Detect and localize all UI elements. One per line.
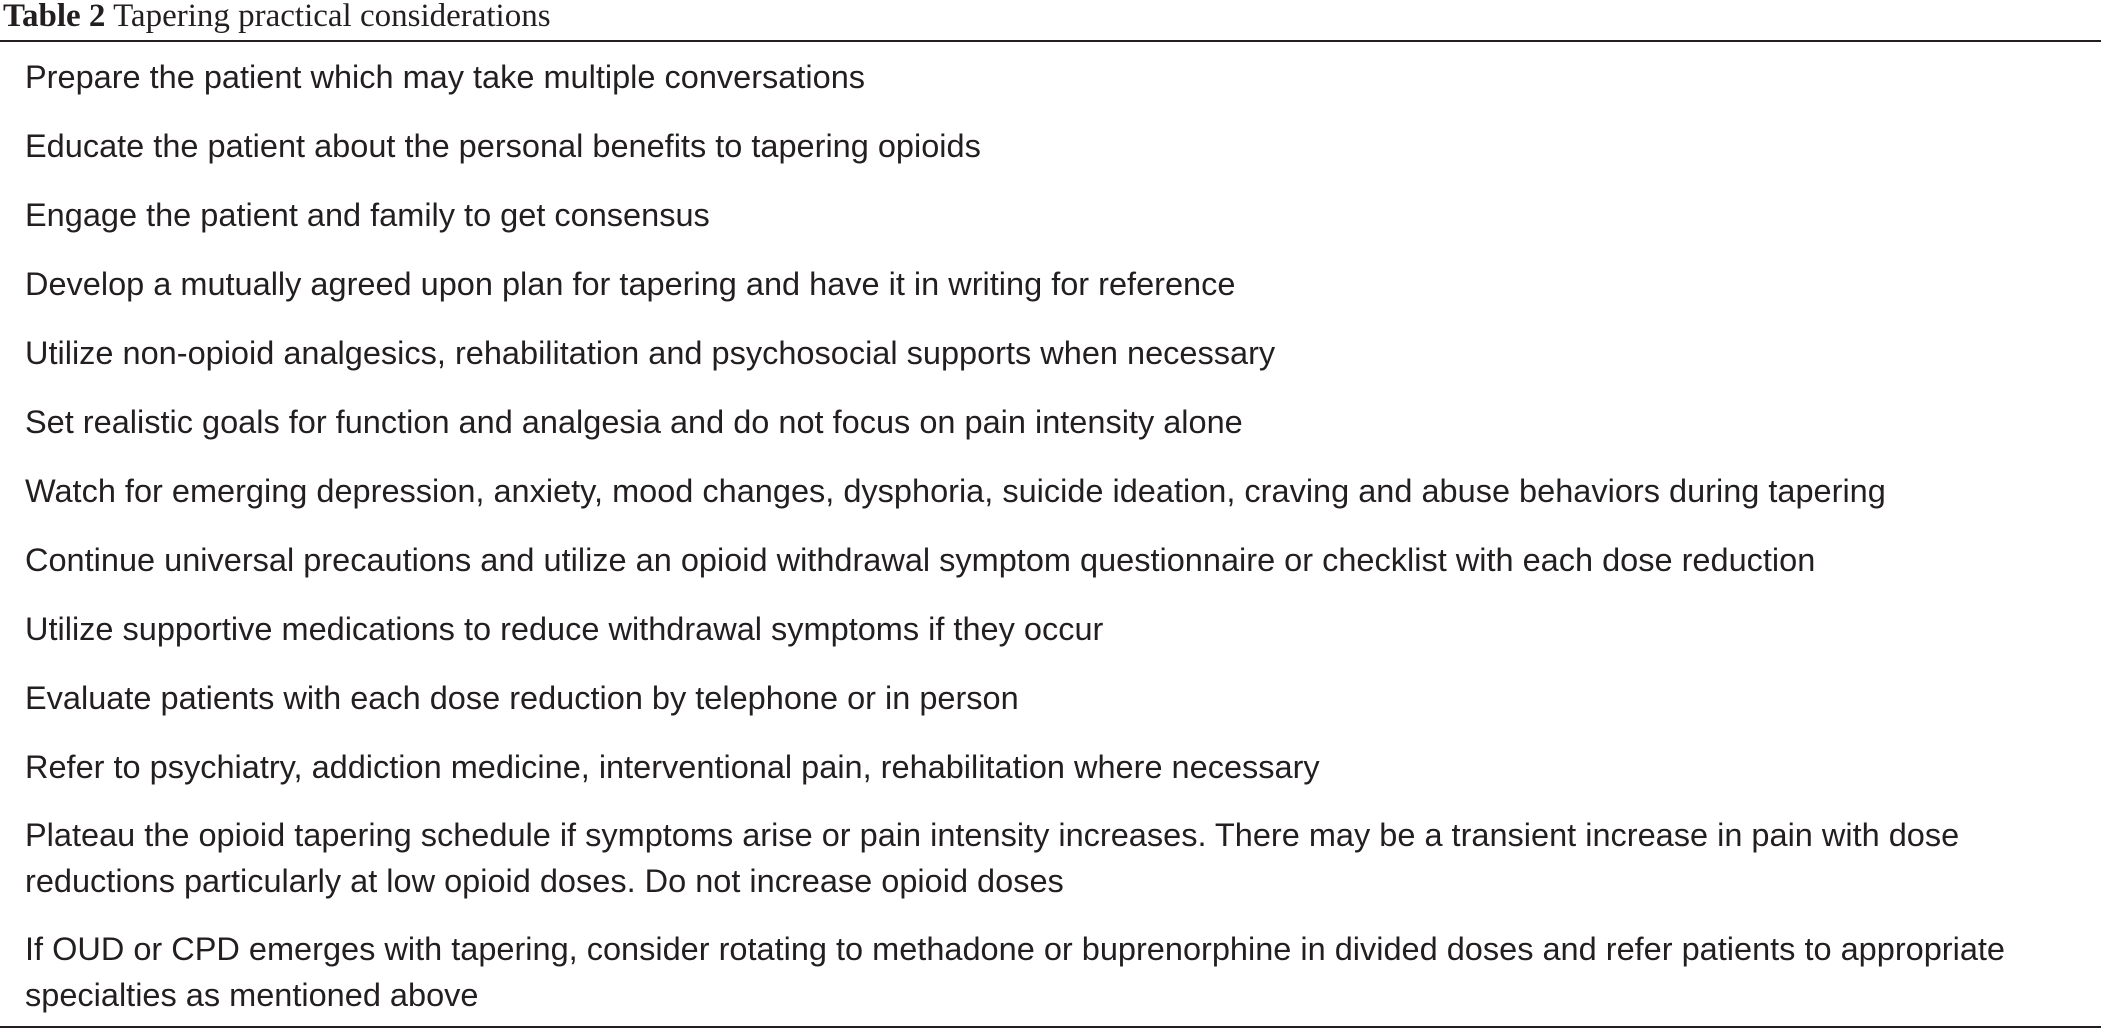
table-row [25, 663, 2095, 732]
table-cell: Evaluate patients with each dose reduction by telephone or in person [25, 679, 1019, 716]
table-row [25, 42, 2095, 111]
table-title: Tapering practical considerations [113, 0, 551, 34]
table-row [25, 456, 2095, 525]
table-row [25, 525, 2095, 594]
table-body [25, 42, 2095, 1029]
table-row [25, 111, 2095, 180]
table-row [25, 594, 2095, 663]
table-row [25, 249, 2095, 318]
table-row [25, 180, 2095, 249]
table-cell: Plateau the opioid tapering schedule if symptoms arise or pain intensity increases. There may be a transient increase in pain with dose reductions particularly at low opioid doses. Do not increase opioid doses [25, 817, 1960, 899]
table-label: Table 2 [3, 0, 106, 34]
table-row [25, 732, 2095, 801]
table-cell: Refer to psychiatry, addiction medicine, interventional pain, rehabilitation where necessary [25, 748, 1320, 785]
table-cell: Utilize supportive medications to reduce withdrawal symptoms if they occur [25, 610, 1104, 647]
table-cell: Educate the patient about the personal benefits to tapering opioids [25, 127, 981, 164]
table-cell: Engage the patient and family to get consensus [25, 196, 710, 233]
table-cell: If OUD or CPD emerges with tapering, consider rotating to methadone or buprenorphine in divided doses and refer patients to appropriate specialties as mentioned above [25, 931, 2006, 1013]
table-cell: Set realistic goals for function and analgesia and do not focus on pain intensity alone [25, 403, 1243, 440]
table-cell: Develop a mutually agreed upon plan for tapering and have it in writing for reference [25, 265, 1236, 302]
table-cell: Watch for emerging depression, anxiety, mood changes, dysphoria, suicide ideation, craving and abuse behaviors during tapering [25, 472, 1886, 509]
table-row [25, 318, 2095, 387]
table-row [25, 801, 2095, 915]
table-caption [3, 0, 551, 34]
table-row [25, 915, 2095, 1029]
table-bottom-rule [0, 1026, 2101, 1028]
table-cell: Continue universal precautions and utilize an opioid withdrawal symptom questionnaire or checklist with each dose reduction [25, 541, 1816, 578]
table-cell: Utilize non-opioid analgesics, rehabilitation and psychosocial supports when necessary [25, 334, 1276, 371]
table-cell: Prepare the patient which may take multiple conversations [25, 58, 866, 95]
table-row [25, 387, 2095, 456]
